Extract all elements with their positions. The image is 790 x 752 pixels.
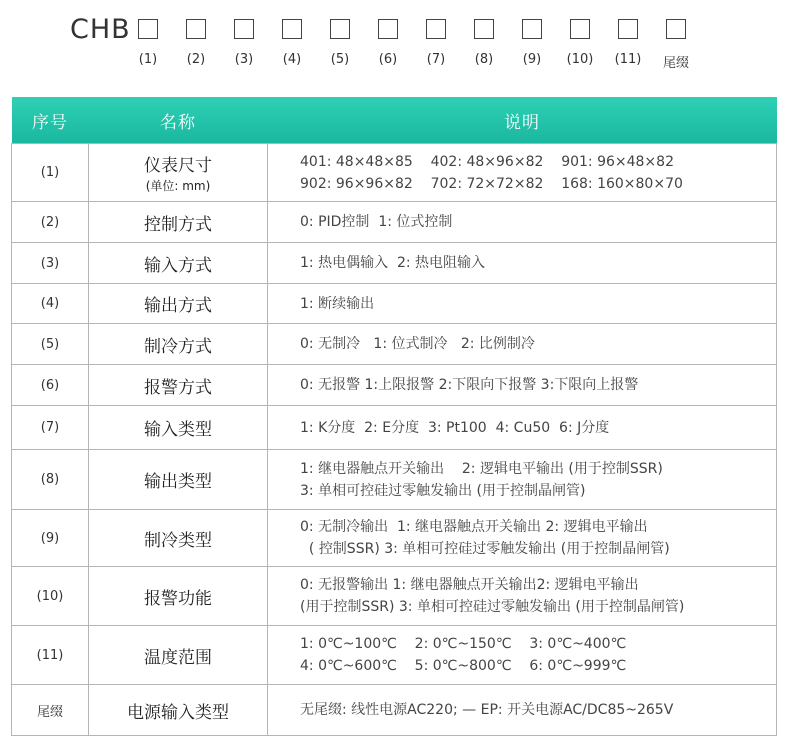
row-desc-cell <box>268 626 777 685</box>
row-name-unit: (单位: mm) <box>145 179 211 193</box>
table-row <box>12 284 777 324</box>
row-desc-cell <box>268 365 777 406</box>
code-box-label: (11) <box>614 52 642 67</box>
row-seq: 尾缀 <box>12 685 89 736</box>
table-row <box>12 406 777 450</box>
row-seq: (8) <box>12 450 89 510</box>
table-row <box>12 365 777 406</box>
row-seq: (7) <box>12 406 89 450</box>
row-desc-line: ( 控制SSR) 3: 单相可控硅过零触发输出 (用于控制晶闸管) <box>300 541 670 557</box>
row-desc-line: 4: 0℃~600℃ 5: 0℃~800℃ 6: 0℃~999℃ <box>300 658 627 674</box>
row-desc-line: 无尾缀: 线性电源AC220; — EP: 开关电源AC/DC85~265V <box>300 702 674 718</box>
row-name-cell <box>89 510 268 567</box>
code-box-label: (10) <box>566 52 594 67</box>
row-name: 输入方式 <box>144 255 212 276</box>
code-box <box>378 19 398 39</box>
table-row <box>12 567 777 626</box>
model-prefix: CHB <box>70 14 131 45</box>
code-box <box>282 19 302 39</box>
code-box-label: (3) <box>234 52 254 67</box>
code-box-label: (8) <box>474 52 494 67</box>
row-seq: (6) <box>12 365 89 406</box>
row-desc-cell <box>268 284 777 324</box>
row-name-cell <box>89 450 268 510</box>
code-box-label: (4) <box>282 52 302 67</box>
code-box-label: 尾缀 <box>662 56 689 71</box>
row-desc-line: 0: 无报警输出 1: 继电器触点开关输出2: 逻辑电平输出 <box>300 577 639 593</box>
code-box <box>330 19 350 39</box>
row-name: 输出类型 <box>144 472 212 492</box>
row-name: 温度范围 <box>144 647 212 668</box>
row-name: 报警方式 <box>144 377 212 398</box>
row-name: 控制方式 <box>144 214 212 235</box>
code-box <box>666 19 686 39</box>
row-desc-cell <box>268 450 777 510</box>
code-box <box>138 19 158 39</box>
row-desc-cell <box>268 406 777 450</box>
row-desc-line: 0: 无报警 1:上限报警 2:下限向下报警 3:下限向上报警 <box>300 377 639 393</box>
row-seq: (4) <box>12 284 89 324</box>
code-box <box>618 19 638 39</box>
row-desc-line: 1: 热电偶输入 2: 热电阻输入 <box>300 255 486 271</box>
code-box-label: (7) <box>426 52 446 67</box>
code-box-label: (1) <box>138 52 158 67</box>
row-seq: (9) <box>12 510 89 567</box>
row-name: 制冷方式 <box>144 336 212 357</box>
row-desc-cell <box>268 567 777 626</box>
row-name-cell <box>89 243 268 284</box>
row-desc-line: 1: 断续输出 <box>300 295 375 312</box>
row-name-cell <box>89 685 268 736</box>
code-box <box>474 19 494 39</box>
row-seq: (1) <box>12 144 89 202</box>
row-desc-line: 1: 继电器触点开关输出 2: 逻辑电平输出 (用于控制SSR) <box>300 460 663 477</box>
row-seq: (2) <box>12 202 89 243</box>
row-desc-cell <box>268 324 777 365</box>
row-name-cell <box>89 284 268 324</box>
model-code-diagram <box>0 0 790 90</box>
row-desc-line: 3: 单相可控硅过零触发输出 (用于控制晶闸管) <box>300 482 586 499</box>
table-row <box>12 202 777 243</box>
row-name-cell <box>89 144 268 202</box>
code-box <box>186 19 206 39</box>
spec-table <box>11 97 777 736</box>
row-desc-line: 1: 0℃~100℃ 2: 0℃~150℃ 3: 0℃~400℃ <box>300 636 627 652</box>
code-box-label: (2) <box>186 52 206 67</box>
table-row <box>12 510 777 567</box>
code-box <box>522 19 542 39</box>
row-desc-cell <box>268 144 777 202</box>
code-box-label: (6) <box>378 52 398 67</box>
row-desc-line: 1: K分度 2: E分度 3: Pt100 4: Cu50 6: J分度 <box>300 419 610 436</box>
table-header-row <box>12 97 777 144</box>
row-name-cell <box>89 626 268 685</box>
row-name-cell <box>89 202 268 243</box>
table-row <box>12 144 777 202</box>
table-row <box>12 685 777 736</box>
row-name: 报警功能 <box>144 588 212 609</box>
row-desc-line: (用于控制SSR) 3: 单相可控硅过零触发输出 (用于控制晶闸管) <box>300 599 685 615</box>
row-desc-cell <box>268 685 777 736</box>
header-seq: 序号 <box>12 97 89 144</box>
row-seq: (10) <box>12 567 89 626</box>
row-name-cell <box>89 365 268 406</box>
header-desc: 说明 <box>268 97 777 144</box>
row-name-cell <box>89 324 268 365</box>
row-name: 输入类型 <box>144 420 212 440</box>
row-desc-line: 0: 无制冷 1: 位式制冷 2: 比例制冷 <box>300 336 535 352</box>
row-desc-cell <box>268 243 777 284</box>
header-name: 名称 <box>89 97 268 144</box>
row-desc-line: 0: PID控制 1: 位式控制 <box>300 214 453 230</box>
table-row <box>12 626 777 685</box>
table-row <box>12 450 777 510</box>
row-name: 输出方式 <box>144 296 212 316</box>
code-box-label: (5) <box>330 52 350 67</box>
row-desc-line: 0: 无制冷输出 1: 继电器触点开关输出 2: 逻辑电平输出 <box>300 519 648 535</box>
row-name: 仪表尺寸 <box>144 156 212 176</box>
code-box <box>426 19 446 39</box>
row-name: 制冷类型 <box>144 530 212 551</box>
row-seq: (11) <box>12 626 89 685</box>
row-seq: (5) <box>12 324 89 365</box>
table-row <box>12 243 777 284</box>
row-seq: (3) <box>12 243 89 284</box>
row-name-cell <box>89 406 268 450</box>
code-box <box>234 19 254 39</box>
code-box-label: (9) <box>522 52 542 67</box>
row-name: 电源输入类型 <box>127 702 229 723</box>
row-name-cell <box>89 567 268 626</box>
row-desc-line: 902: 96×96×82 702: 72×72×82 168: 160×80×70 <box>300 175 683 192</box>
code-box <box>570 19 590 39</box>
row-desc-cell <box>268 202 777 243</box>
row-desc-line: 401: 48×48×85 402: 48×96×82 901: 96×48×82 <box>300 153 674 170</box>
table-row <box>12 324 777 365</box>
row-desc-cell <box>268 510 777 567</box>
